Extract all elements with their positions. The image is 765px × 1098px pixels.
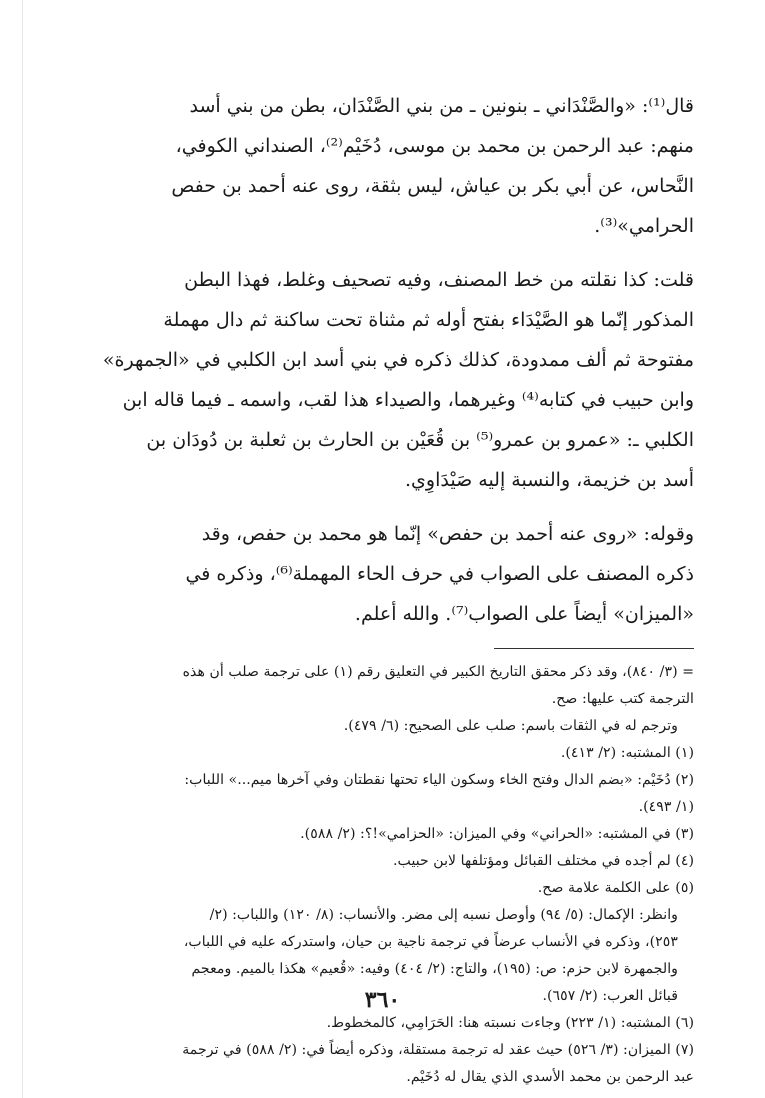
footnote-line: وانظر: الإكمال: (٥/ ٩٤) وأوصل نسبه إلى مضر. والأنساب: (٨/ ١٢٠) واللباب: (٢/: [209, 907, 678, 923]
footnote: [72, 767, 694, 821]
footnote-line: (٦) المشتبه: (١/ ٢٢٣) وجاءت نسبته هنا: الحَرَامِي، كالمخطوط.: [326, 1015, 694, 1031]
footnote-line: قبائل العرب: (٢/ ٦٥٧).: [542, 988, 678, 1004]
footnote-line: (٣) في المشتبه: «الحراني» وفي الميزان: «الحزامي»!؟: (٢/ ٥٨٨).: [300, 826, 694, 842]
footnote-line: ٢٥٣)، وذكره في الأنساب عرضاً في ترجمة ناجية بن حيان، واستدركه عليه في اللباب،: [183, 934, 678, 950]
main-text: [72, 86, 694, 634]
footnote-line: عبد الرحمن بن محمد الأسدي الذي يقال له دُخَيْم.: [406, 1069, 694, 1085]
text-line: المذكور إنّما هو الصَّيْدَاء بفتح أوله ثم مثناة تحت ساكنة ثم دال مهملة: [163, 309, 694, 331]
text-line: الحرامي»⁽³⁾.: [594, 215, 694, 237]
footnote: [72, 1010, 694, 1037]
footnote: [72, 1037, 694, 1091]
footnote-line: = (٣/ ٨٤٠)، وقد ذكر محقق التاريخ الكبير في التعليق رقم (١) على ترجمة صلب أن هذه: [182, 664, 694, 680]
text-line: أسد بن خزيمة، والنسبة إليه صَيْدَاوِي.: [405, 469, 694, 491]
footnote-line: والجمهرة لابن حزم: ص: (١٩٥)، والتاج: (٢/ ٤٠٤) وفيه: «قُعيم» هكذا بالميم. ومعجم: [191, 961, 678, 977]
footnote-line: (٢) دُخَيْم: «بضم الدال وفتح الخاء وسكون الياء تحتها نقطتان وفي آخرها ميم...» اللباب:: [184, 772, 694, 788]
page-edge-line: [22, 0, 23, 1098]
text-line: منهم: عبد الرحمن بن محمد بن موسى، دُخَيْم⁽²⁾، الصنداني الكوفي،: [175, 135, 694, 157]
text-line: «الميزان» أيضاً على الصواب⁽⁷⁾. والله أعلم.: [354, 603, 694, 625]
footnote: [72, 713, 694, 740]
footnote-line: (٥) على الكلمة علامة صح.: [537, 880, 694, 896]
text-line: قال⁽¹⁾: «والصَّنْدَاني ـ بنونين ـ من بني الصَّنْدَان، بطن من بني أسد: [189, 95, 694, 117]
footnote-line: (١) المشتبه: (٢/ ٤١٣).: [560, 745, 694, 761]
footnote: [72, 848, 694, 875]
footnote-line: الترجمة كتب عليها: صح.: [551, 691, 694, 707]
text-line: وقوله: «روى عنه أحمد بن حفص» إنّما هو محمد بن حفص، وقد: [201, 523, 694, 545]
text-line: وابن حبيب في كتابه⁽⁴⁾ وغيرهما، والصيداء هذا لقب، واسمه ـ فيما قاله ابن: [122, 389, 694, 411]
footnote: [72, 821, 694, 848]
main-paragraph: [72, 514, 694, 634]
main-paragraph: [72, 86, 694, 246]
page-number: ٣٦٠: [364, 987, 401, 1013]
footnote: [72, 875, 694, 902]
footnote: [72, 659, 694, 713]
text-line: ذكره المصنف على الصواب في حرف الحاء المهملة⁽⁶⁾، وذكره في: [185, 563, 694, 585]
footnotes: [72, 659, 694, 1091]
main-paragraph: [72, 260, 694, 500]
footnote-line: (١/ ٤٩٣).: [638, 799, 694, 815]
text-line: الكلبي ـ: «عمرو بن عمرو⁽⁵⁾ بن قُعَيْن بن الحارث بن ثعلبة بن دُودَان بن: [146, 429, 694, 451]
footnote: [72, 740, 694, 767]
text-line: قلت: كذا نقلته من خط المصنف، وفيه تصحيف وغلط، فهذا البطن: [184, 269, 694, 291]
footnote-separator: [494, 648, 694, 649]
footnote-line: (٧) الميزان: (٣/ ٥٢٦) حيث عقد له ترجمة مستقلة، وذكره أيضاً في: (٢/ ٥٨٨) في ترجمة: [182, 1042, 694, 1058]
text-line: مفتوحة ثم ألف ممدودة، كذلك ذكره في بني أسد ابن الكلبي في «الجمهرة»: [102, 349, 694, 371]
footnote-line: (٤) لم أجده في مختلف القبائل ومؤتلفها لابن حبيب.: [393, 853, 694, 869]
page-content: [72, 86, 694, 1091]
footnote-line: وترجم له في الثقات باسم: صلب على الصحيح: (٦/ ٤٧٩).: [343, 718, 678, 734]
text-line: النَّحاس، عن أبي بكر بن عياش، ليس بثقة، روى عنه أحمد بن حفص: [171, 175, 694, 197]
